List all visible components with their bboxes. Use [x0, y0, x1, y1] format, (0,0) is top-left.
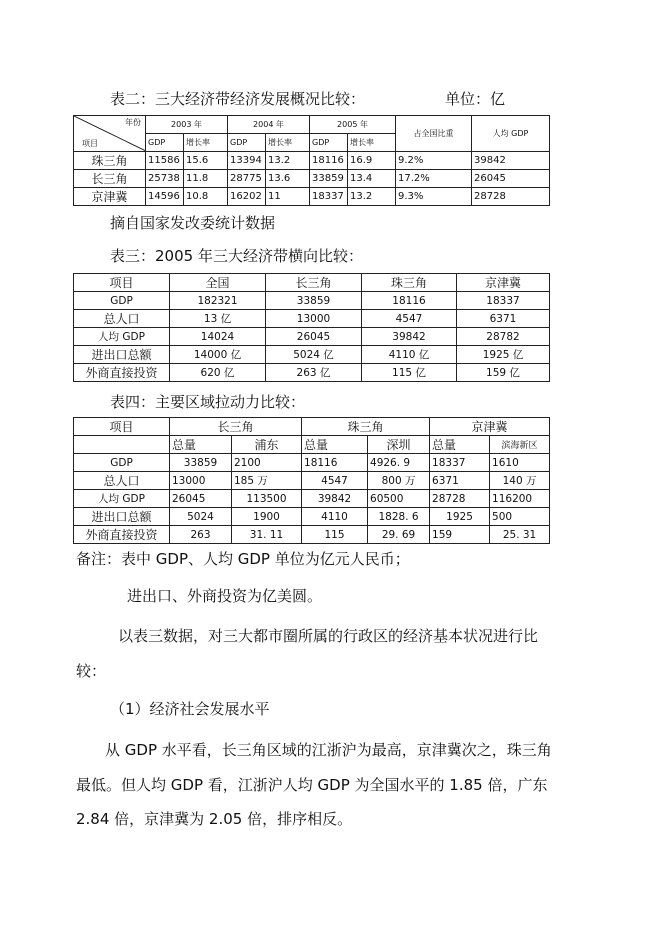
table3	[73, 273, 550, 382]
table-header-row: 项目 长三角 珠三角 京津冀	[74, 418, 550, 436]
table-row: 京津冀 14596 10.8 16202 11 18337 13.2 9.3% 28728	[74, 188, 550, 206]
table-row: 人均 GDP 26045 113500 39842 60500 28728 116200	[74, 490, 550, 508]
share-header: 占全国比重	[396, 116, 472, 152]
table-row: 外商直接投资 620 亿 263 亿 115 亿 159 亿	[74, 364, 550, 382]
table2	[73, 115, 550, 206]
sub-growth: 增长率	[184, 134, 228, 152]
percap-header: 人均 GDP	[472, 116, 550, 152]
table-row: 总人口 13000 185 万 4547 800 万 6371 140 万	[74, 472, 550, 490]
sub-gdp: GDP	[146, 134, 184, 152]
paragraph-1-line-1: 以表三数据，对三大都市圈所属的行政区的经济基本状况进行比	[118, 627, 539, 645]
table-header-row: 项目 全国 长三角 珠三角 京津冀	[74, 274, 550, 292]
table-row: 外商直接投资 263 31. 11 115 29. 69 159 25. 31	[74, 526, 550, 544]
year-header: 2003 年	[146, 116, 228, 134]
corner-bottom-label: 项目	[82, 139, 98, 148]
section-heading: （1）经济社会发展水平	[110, 700, 270, 718]
table-row: 总人口 13 亿 13000 4547 6371	[74, 310, 550, 328]
table4	[73, 417, 550, 544]
year-header: 2004 年	[228, 116, 310, 134]
table-row: 进出口总额 14000 亿 5024 亿 4110 亿 1925 亿	[74, 346, 550, 364]
table2-unit: 单位：亿	[445, 90, 506, 108]
note-line-2: 进出口、外商投资为亿美圆。	[127, 587, 323, 605]
table2-corner	[74, 116, 146, 152]
corner-top-label: 年份	[125, 118, 141, 127]
sub-gdp: GDP	[228, 134, 266, 152]
table-row: 进出口总额 5024 1900 4110 1828. 6 1925 500	[74, 508, 550, 526]
note-line-1: 备注：表中 GDP、人均 GDP 单位为亿元人民币；	[76, 550, 410, 568]
table-row: 长三角 25738 11.8 28775 13.6 33859 13.4 17.2% 26045	[74, 170, 550, 188]
sub-gdp: GDP	[310, 134, 348, 152]
table-row: 珠三角 11586 15.6 13394 13.2 18116 16.9 9.2% 39842	[74, 152, 550, 170]
table4-caption: 表四：主要区域拉动力比较：	[110, 393, 306, 411]
paragraph-2-line-1: 从 GDP 水平看，长三角区域的江浙沪为最高，京津冀次之，珠三角	[105, 741, 552, 759]
paragraph-2-line-3: 2.84 倍，京津冀为 2.05 倍，排序相反。	[76, 810, 353, 828]
table3-caption: 表三：2005 年三大经济带横向比较：	[110, 247, 363, 265]
paragraph-1-line-2: 较：	[76, 662, 107, 680]
sub-growth: 增长率	[266, 134, 310, 152]
table2-source: 摘自国家发改委统计数据	[110, 214, 276, 232]
paragraph-2-line-2: 最低。但人均 GDP 看，江浙沪人均 GDP 为全国水平的 1.85 倍，广东	[76, 776, 548, 794]
table-row: 人均 GDP 14024 26045 39842 28782	[74, 328, 550, 346]
table-subheader-row: 总量 浦东 总量 深圳 总量 滨海新区	[74, 436, 550, 454]
year-header: 2005 年	[310, 116, 396, 134]
table2-caption: 表二：三大经济带经济发展概况比较：	[110, 90, 366, 108]
table-row: GDP 182321 33859 18116 18337	[74, 292, 550, 310]
sub-growth: 增长率	[348, 134, 396, 152]
table-row: GDP 33859 2100 18116 4926. 9 18337 1610	[74, 454, 550, 472]
